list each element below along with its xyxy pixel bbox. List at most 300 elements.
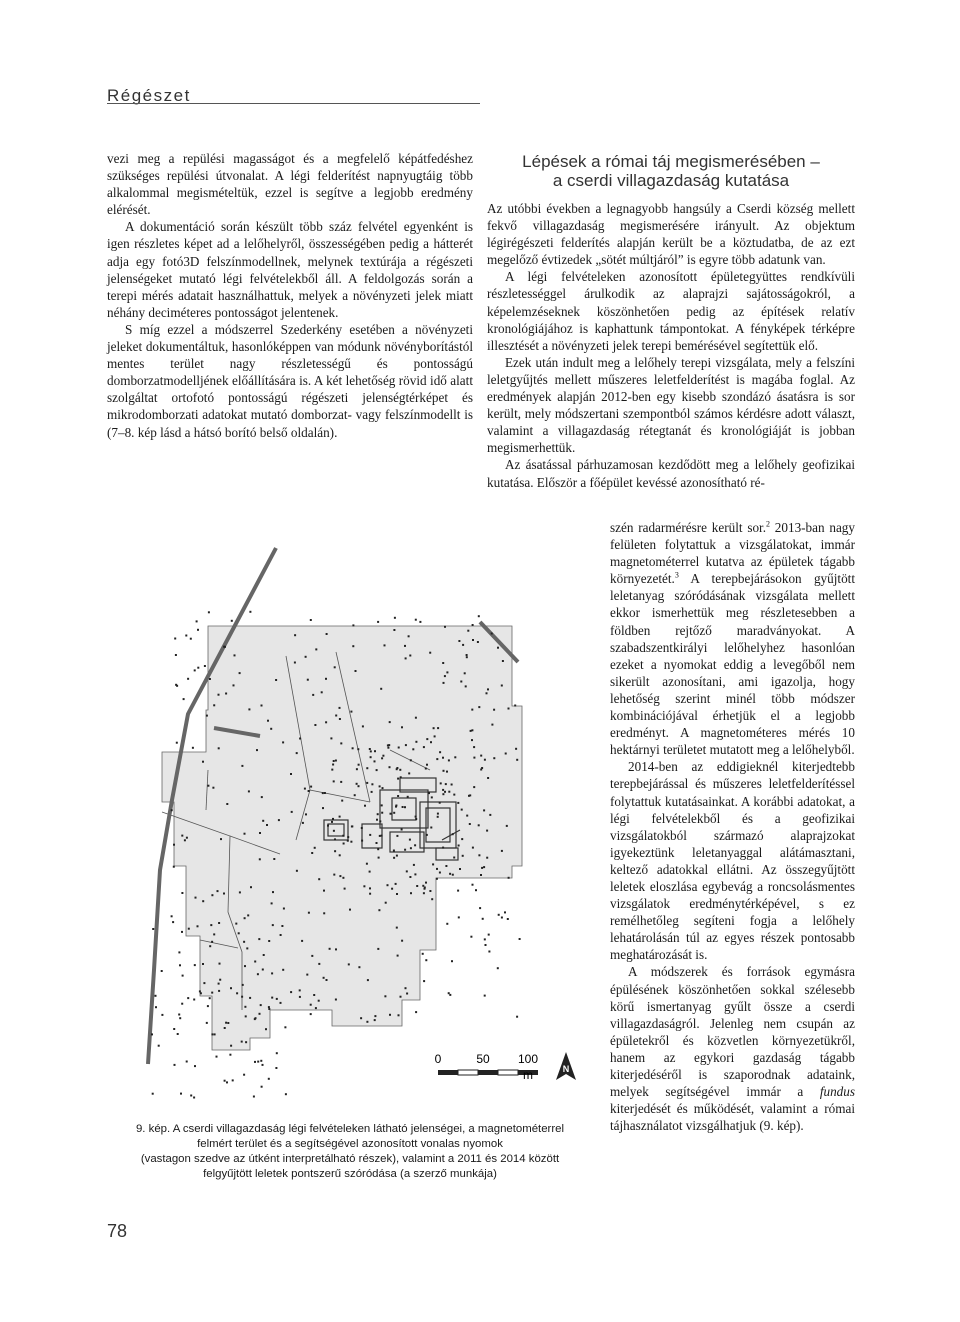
find-dot xyxy=(311,955,313,957)
find-dot xyxy=(389,1014,391,1016)
find-dot xyxy=(491,724,493,726)
find-dot xyxy=(248,790,250,792)
find-dot xyxy=(208,611,210,613)
find-dot xyxy=(329,948,331,950)
find-dot xyxy=(271,997,273,999)
find-dot xyxy=(410,847,412,849)
find-dot xyxy=(199,990,201,992)
find-dot xyxy=(301,940,303,942)
find-dot xyxy=(507,918,509,920)
find-dot xyxy=(472,624,474,626)
find-dot xyxy=(396,767,398,769)
find-dot xyxy=(323,912,325,914)
find-dot xyxy=(230,1045,232,1047)
find-dot xyxy=(445,865,447,867)
find-dot xyxy=(514,705,516,707)
find-dot xyxy=(480,874,482,876)
find-dot xyxy=(220,838,222,840)
find-dot xyxy=(414,844,416,846)
find-dot xyxy=(419,621,421,623)
find-dot xyxy=(478,824,480,826)
find-dot xyxy=(453,794,455,796)
find-dot xyxy=(369,871,371,873)
find-dot xyxy=(194,669,196,671)
find-dot xyxy=(389,766,391,768)
find-dot xyxy=(422,885,424,887)
find-dot xyxy=(257,973,259,975)
find-dot xyxy=(214,1033,216,1035)
find-dot xyxy=(436,868,438,870)
find-dot xyxy=(217,890,219,892)
find-dot xyxy=(356,783,358,785)
find-dot xyxy=(276,1052,278,1054)
find-dot xyxy=(376,842,378,844)
find-dot xyxy=(262,1064,264,1066)
find-dot xyxy=(174,638,176,640)
find-dot xyxy=(262,969,264,971)
find-dot xyxy=(229,1054,231,1056)
right-paragraph-4: Az ásatással párhuzamosan kezdődött meg a lelőhely geofizikai kutatása. Először a főépület kevéssé azonosítható ré- xyxy=(487,457,855,490)
find-dot xyxy=(378,857,380,859)
find-dot xyxy=(305,813,307,815)
find-dot xyxy=(473,757,475,759)
find-dot xyxy=(404,849,406,851)
find-dot xyxy=(350,841,352,843)
find-dot xyxy=(218,747,220,749)
find-dot xyxy=(457,802,459,804)
find-dot xyxy=(310,1004,312,1006)
find-dot xyxy=(268,940,270,942)
find-dot xyxy=(244,833,246,835)
find-dot xyxy=(396,893,398,895)
find-dot xyxy=(413,864,415,866)
find-dot xyxy=(470,936,472,938)
scale-unit: m xyxy=(523,1068,533,1082)
find-dot xyxy=(331,821,333,823)
find-dot xyxy=(342,835,344,837)
find-dot xyxy=(437,727,439,729)
find-dot xyxy=(239,672,241,674)
find-dot xyxy=(241,996,243,998)
find-dot xyxy=(402,806,404,808)
find-dot xyxy=(343,843,345,845)
find-dot xyxy=(381,812,383,814)
find-dot xyxy=(397,795,399,797)
left-paragraph-1: vezi meg a repülési magasságot és a megfelelő képátfedéshez szükséges repülési útvonalat. A légi felderítést napnyugtáig több alkalommal megismételtük, ezzel is segítve a legjobb eredmény elérését. xyxy=(107,151,473,218)
find-dot xyxy=(472,884,474,886)
find-dot xyxy=(505,753,507,755)
find-dot xyxy=(322,792,324,794)
find-dot xyxy=(493,757,495,759)
find-dot xyxy=(439,872,441,874)
find-dot xyxy=(396,855,398,857)
find-dot xyxy=(211,1033,213,1035)
find-dot xyxy=(393,629,395,631)
find-dot xyxy=(233,684,235,686)
caption-line-1: 9. kép. A cserdi villagazdaság légi felvételeken látható jelenségei, a magnetométerrel xyxy=(135,1123,565,1135)
find-dot xyxy=(443,682,445,684)
find-dot xyxy=(471,739,473,741)
find-dot xyxy=(310,786,312,788)
find-dot xyxy=(426,764,428,766)
find-dot xyxy=(181,892,183,894)
find-dot xyxy=(306,974,308,976)
find-dot xyxy=(224,1027,226,1029)
find-dot xyxy=(405,657,407,659)
find-dot xyxy=(452,874,454,876)
find-dot xyxy=(318,1000,320,1002)
find-dot xyxy=(310,619,312,621)
find-dot xyxy=(453,857,455,859)
find-dot xyxy=(225,693,227,695)
find-dot xyxy=(466,656,468,658)
find-dot xyxy=(470,730,472,732)
find-dot xyxy=(371,783,373,785)
find-dot xyxy=(249,997,251,999)
find-dot xyxy=(263,954,265,956)
find-dot xyxy=(151,1033,153,1035)
find-dot xyxy=(268,1078,270,1080)
find-dot xyxy=(502,660,504,662)
find-dot xyxy=(387,747,389,749)
find-dot xyxy=(194,1065,196,1067)
find-dot xyxy=(442,789,444,791)
find-dot xyxy=(471,729,473,731)
find-dot xyxy=(377,948,379,950)
find-dot xyxy=(449,873,451,875)
section-title xyxy=(487,152,855,190)
find-dot xyxy=(477,641,479,643)
find-dot xyxy=(206,1022,208,1024)
find-dot xyxy=(270,728,272,730)
find-dot xyxy=(290,991,292,993)
find-dot xyxy=(423,980,425,982)
find-dot xyxy=(254,1061,256,1063)
find-dot xyxy=(261,705,263,707)
find-dot xyxy=(382,755,384,757)
find-dot xyxy=(244,1006,246,1008)
narrow-p3-part-b: kiterjedését és működését, valamint a római tájhasználatot vizsgálhatjuk (9. kép). xyxy=(610,1101,855,1134)
find-dot xyxy=(442,847,444,849)
find-dot xyxy=(334,838,336,840)
caption-line-4: felgyűjtött leletek pontszerű szóródása (a szerző munkája) xyxy=(203,1168,497,1180)
find-dot xyxy=(302,822,304,824)
find-dot xyxy=(325,721,327,723)
find-dot xyxy=(381,757,383,759)
find-dot xyxy=(322,807,324,809)
find-dot xyxy=(422,953,424,955)
find-dot xyxy=(352,624,354,626)
find-dot xyxy=(516,1016,518,1018)
find-dot xyxy=(369,748,371,750)
find-dot xyxy=(225,1022,227,1024)
find-dot xyxy=(209,678,211,680)
find-dot xyxy=(299,989,301,991)
find-dot xyxy=(485,944,487,946)
find-dot xyxy=(464,672,466,674)
find-dot xyxy=(482,918,484,920)
find-dot xyxy=(161,970,163,972)
find-dot xyxy=(327,825,329,827)
narrow-paragraph-1 xyxy=(610,519,855,758)
find-dot xyxy=(384,644,386,646)
find-dot xyxy=(374,750,376,752)
find-dot xyxy=(212,787,214,789)
find-dot xyxy=(369,834,371,836)
find-dot xyxy=(484,938,486,940)
left-column xyxy=(107,150,473,441)
find-dot xyxy=(312,694,314,696)
find-dot xyxy=(194,964,196,966)
find-dot xyxy=(223,893,225,895)
find-dot xyxy=(358,764,360,766)
footnote-ref-3: 3 xyxy=(674,570,679,580)
find-dot xyxy=(213,704,215,706)
find-dot xyxy=(259,1013,261,1015)
find-dot xyxy=(184,839,186,841)
find-dot xyxy=(475,889,477,891)
find-dot xyxy=(211,992,213,994)
find-dot xyxy=(284,1026,286,1028)
find-dot xyxy=(369,887,371,889)
find-dot xyxy=(409,655,411,657)
find-dot xyxy=(430,827,432,829)
find-dot xyxy=(294,662,296,664)
find-dot xyxy=(216,1056,218,1058)
find-dot xyxy=(366,863,368,865)
caption-line-3: (vastagon szedve az útként interpretálható részek), valamint a 2011 és 2014 között xyxy=(140,1153,560,1165)
find-dot xyxy=(193,999,195,1001)
find-dot xyxy=(369,893,371,895)
find-dot xyxy=(458,640,460,642)
find-dot xyxy=(271,902,273,904)
find-dot xyxy=(442,662,444,664)
find-dot xyxy=(362,725,364,727)
find-dot xyxy=(265,1028,267,1030)
find-dot xyxy=(401,726,403,728)
find-dot xyxy=(257,1061,259,1063)
find-dot xyxy=(250,886,252,888)
find-dot xyxy=(247,914,249,916)
find-dot xyxy=(443,770,445,772)
find-dot xyxy=(404,806,406,808)
find-dot xyxy=(315,1007,317,1009)
find-dot xyxy=(266,824,268,826)
find-dot xyxy=(356,768,358,770)
find-dot xyxy=(186,837,188,839)
find-dot xyxy=(416,885,418,887)
find-dot xyxy=(335,948,337,950)
find-dot xyxy=(282,969,284,971)
find-dot xyxy=(451,784,453,786)
find-dot xyxy=(364,805,366,807)
narrow-p1-part-c: A terepbejárásokon gyűjtött leletanyag szóródásának vizsgálata mellett ekkor ismerhettük meg részletesebben a földben rejtőző maradványokat. A szabadszentkirályi lelőhelyhez hasonlóan ezeket a nyomokat eddig a levegőből nem sikerült azonosítani, ami igazolja, hogy lehetőség szerint minél több módszer kombinációjával érhetjük el a legjobb eredményt. A magnetométeres mérés 10 hektárnyi területet mutatott meg a lelőhelyből. xyxy=(610,571,855,758)
find-dot xyxy=(508,708,510,710)
find-dot xyxy=(323,890,325,892)
find-dot xyxy=(347,836,349,838)
find-dot xyxy=(236,992,238,994)
find-dot xyxy=(384,995,386,997)
find-dot xyxy=(462,644,464,646)
find-dot xyxy=(355,670,357,672)
find-dot xyxy=(193,1097,195,1099)
site-map xyxy=(100,540,600,1115)
find-dot xyxy=(294,634,296,636)
find-dot xyxy=(483,809,485,811)
find-dot xyxy=(324,792,326,794)
find-dot xyxy=(394,617,396,619)
section-title-line-1: Lépések a római táj megismerésében – xyxy=(522,152,820,171)
find-dot xyxy=(351,825,353,827)
find-dot xyxy=(506,825,508,827)
find-dot xyxy=(393,850,395,852)
find-dot xyxy=(488,934,490,936)
find-dot xyxy=(445,783,447,785)
find-dot xyxy=(340,781,342,783)
find-dot xyxy=(333,780,335,782)
find-dot xyxy=(374,1015,376,1017)
find-dot xyxy=(401,940,403,942)
find-dot xyxy=(245,1015,247,1017)
narrow-p1-part-b: 2013-ban nagy felületen folytattuk a vizsgálatokat, immár magnetométerrel kutatva az épületek tágabb környezetét. xyxy=(610,520,855,587)
find-dot xyxy=(370,756,372,758)
find-dot xyxy=(442,757,444,759)
find-dot xyxy=(480,769,482,771)
find-dot xyxy=(210,924,212,926)
find-dot xyxy=(254,961,256,963)
find-dot xyxy=(202,963,204,965)
find-dot xyxy=(296,870,298,872)
find-dot xyxy=(241,765,243,767)
find-dot xyxy=(335,760,337,762)
find-dot xyxy=(493,709,495,711)
find-dot xyxy=(235,923,237,925)
north-arrow-icon xyxy=(556,1052,576,1080)
find-dot xyxy=(405,744,407,746)
find-dot xyxy=(179,964,181,966)
find-dot xyxy=(385,902,387,904)
find-dot xyxy=(387,884,389,886)
find-dot xyxy=(483,866,485,868)
find-dot xyxy=(339,816,341,818)
find-dot xyxy=(440,782,442,784)
find-dot xyxy=(448,791,450,793)
find-dot xyxy=(278,819,280,821)
narrow-p3-part-a: A módszerek és források egymásra épülésének köszönhetően sokkal szélesebb körű ismertanyag gyűlt össze a cserdi villagazdaságról. Jelenleg nem csupán az épületekről és közvetlen környezetükről, hanem az egykori gazdaság tágabb kiterjedéséről is szaporodnak adataink, melyek segítségével immár a xyxy=(610,964,855,1100)
find-dot xyxy=(181,1003,183,1005)
narrow-paragraph-3 xyxy=(610,963,855,1134)
find-dot xyxy=(379,835,381,837)
find-dot xyxy=(268,1006,270,1008)
find-dot xyxy=(226,1081,228,1083)
find-dot xyxy=(380,688,382,690)
find-dot xyxy=(409,876,411,878)
find-dot xyxy=(410,892,412,894)
find-dot xyxy=(449,994,451,996)
find-dot xyxy=(415,619,417,621)
find-dot xyxy=(374,760,376,762)
right-paragraph-2: A légi felvételeken azonosított épületegyüttes rendkívüli részletességgel árulkodik az alaprajzi sajátosságokról, a képelemzéseknek köszönhetően pedig az építések relatív kronológiájához is kaphattunk támpontokat. A fényképek térképre illesztését a növényzeti jelek terepi bemérésével segítettük elő. xyxy=(487,269,855,353)
find-dot xyxy=(444,675,446,677)
find-dot xyxy=(361,840,363,842)
find-dot xyxy=(291,811,293,813)
find-dot xyxy=(423,746,425,748)
find-dot xyxy=(243,1074,245,1076)
find-dot xyxy=(414,873,416,875)
find-dot xyxy=(410,759,412,761)
find-dot xyxy=(376,769,378,771)
find-dot xyxy=(243,941,245,943)
narrow-p1-part-a: szén radarmérésre került sor. xyxy=(610,520,767,535)
find-dot xyxy=(469,823,471,825)
find-dot xyxy=(473,786,475,788)
find-dot xyxy=(432,863,434,865)
find-dot xyxy=(197,925,199,927)
survey-area xyxy=(162,626,522,1050)
find-dot xyxy=(444,791,446,793)
find-dot xyxy=(408,635,410,637)
find-dot xyxy=(334,850,336,852)
find-dot xyxy=(344,888,346,890)
find-dot xyxy=(478,706,480,708)
find-dot xyxy=(357,748,359,750)
find-dot xyxy=(497,967,499,969)
find-dot xyxy=(341,800,343,802)
find-dot xyxy=(459,868,461,870)
find-dot xyxy=(465,685,467,687)
find-dot xyxy=(219,963,221,965)
find-dot xyxy=(501,917,503,919)
find-dot xyxy=(280,1002,282,1004)
find-dot xyxy=(333,874,335,876)
find-dot xyxy=(213,933,215,935)
find-dot xyxy=(376,819,378,821)
find-dot xyxy=(238,932,240,934)
find-dot xyxy=(172,921,174,923)
find-dot xyxy=(339,875,341,877)
find-dot xyxy=(352,747,354,749)
find-dot xyxy=(478,854,480,856)
find-dot xyxy=(281,925,283,927)
find-dot xyxy=(358,966,360,968)
find-dot xyxy=(430,741,432,743)
find-dot xyxy=(515,748,517,750)
find-dot xyxy=(161,1014,163,1016)
find-dot xyxy=(480,755,482,757)
find-dot xyxy=(299,738,301,740)
find-dot xyxy=(313,994,315,996)
find-dot xyxy=(190,1095,192,1097)
find-dot xyxy=(325,678,327,680)
find-dot xyxy=(472,847,474,849)
left-paragraph-3: S míg ezzel a módszerrel Szederkény esetében a növényzeti jeleket dokumentáltuk, hasonlóképpen van módunk növényborítástól mentes terület nagy részletességű és pontosságú domborzatmodelljének előállítására is. A két lehetőség rövid idő alatt szolgáltat ortofotó pontosságú régészeti jelenségtérképet és mikrodomborzati adatokat mutató domborzat- vagy felszínmodellt is (7–8. kép lásd a hátsó borító belső oldalán). xyxy=(107,321,473,440)
find-dot xyxy=(195,897,197,899)
find-dot xyxy=(479,907,481,909)
find-dot xyxy=(218,983,220,985)
find-dot xyxy=(285,1093,287,1095)
find-dot xyxy=(405,987,407,989)
find-dot xyxy=(508,877,510,879)
find-dot xyxy=(308,790,310,792)
find-dot xyxy=(426,738,428,740)
find-dot xyxy=(461,838,463,840)
find-dot xyxy=(439,751,441,753)
header-rule xyxy=(107,103,480,104)
find-dot xyxy=(478,615,480,617)
find-dot xyxy=(462,855,464,857)
find-dot xyxy=(178,951,180,953)
find-dot xyxy=(439,802,441,804)
